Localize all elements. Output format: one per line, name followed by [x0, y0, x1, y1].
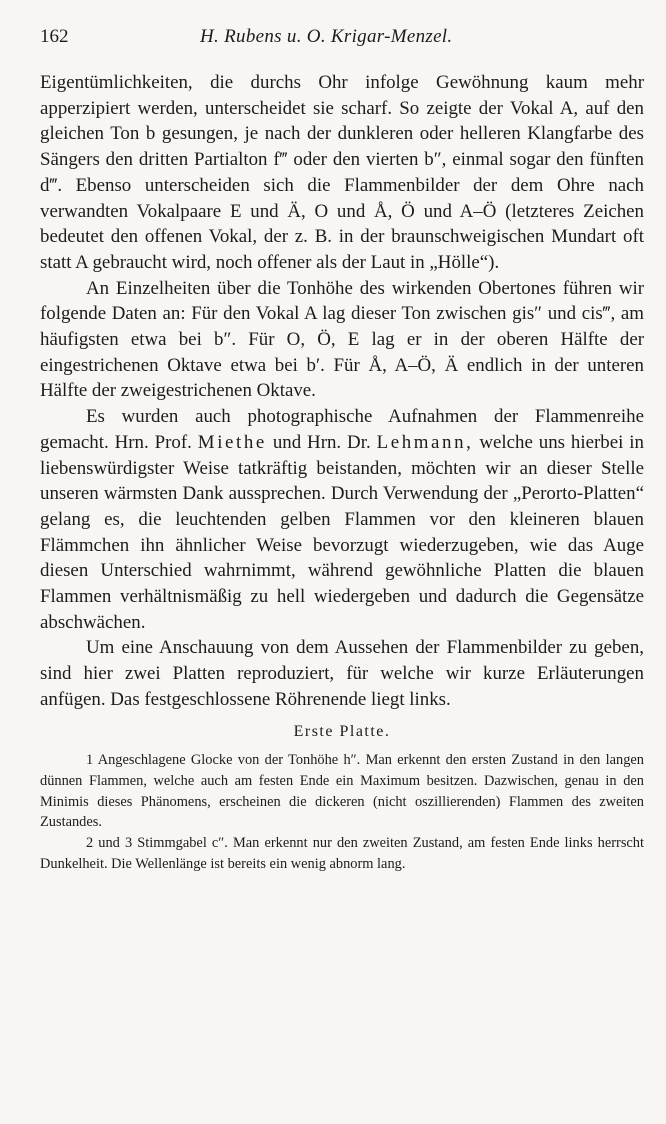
page-header: [40, 26, 642, 52]
page-number: 162: [40, 26, 69, 47]
paragraph-3: [40, 404, 644, 635]
paragraph-3-before: Es wurden auch photographische Aufnahmen der Flammenreihe gemacht. Hrn. Prof.: [40, 406, 644, 453]
paragraph-3-after: welche uns hierbei in liebenswürdigster Weise tatkräftig beistanden, möchten wir an dieser Stelle unseren wärmsten Dank aussprechen. Durch Verwendung der „Perorto-Platten“ gelang es, die leuchtenden gelben Flammen vor den kleineren blauen Flämmchen ihn ähnlicher Weise bevorzugt wiederzugeben, wie das Auge diesen Unterschied wahrnimmt, während gewöhnliche Platten die blauen Flammen verhältnismäßig zu hell wiedergeben und dadurch die Gegensätze abschwächen.: [40, 431, 644, 633]
plate-notes: [40, 750, 644, 874]
paragraph-1: Eigentümlichkeiten, die durchs Ohr infolge Gewöhnung kaum mehr apperzipiert werden, unterscheidet sie scharf. So zeigte der Vokal A, auf den gleichen Ton b gesungen, je nach der dunkleren oder helleren Klangfarbe des Sängers den dritten Partialton f‴ oder den vierten b″, einmal sogar den fünften d‴. Ebenso unterscheiden sich die Flammenbilder der dem Ohre nach verwandten Vokalpaare E und Ä, O und Å, Ö und A–Ö (letzteres Zeichen bedeutet den offenen Vokal, der z. B. in der braunschweigischen Mundart oft statt A gebraucht wird, noch offener als der Laut in „Hölle“).: [40, 72, 644, 273]
section-title: Erste Platte.: [293, 722, 391, 740]
paragraph-4: Um eine Anschauung von dem Aussehen der Flammenbilder zu geben, sind hier zwei Platten reproduziert, für welche wir kurze Erläuterungen anfügen. Das festgeschlossene Röhrenende liegt links.: [40, 637, 644, 710]
paragraph-3-middle: und Hrn. Dr.: [272, 431, 371, 453]
body-text: [40, 70, 644, 875]
running-head: H. Rubens u. O. Krigar-Menzel.: [200, 26, 453, 47]
plate-note-1: 1 Angeschlagene Glocke von der Tonhöhe h″. Man erkennt den ersten Zustand in den langen dünnen Flammen, welche auch am festen Ende ein Maximum besitzen. Dazwischen, genau in den Minimis dieses Phänomens, erscheinen die dickeren (nicht oszillierenden) Flammen des zweiten Zustandes.: [40, 752, 644, 831]
name-miethe: Miethe: [197, 431, 267, 453]
plate-note-2: 2 und 3 Stimmgabel c″. Man erkennt nur den zweiten Zustand, am festen Ende links herrscht Dunkelheit. Die Wellenlänge ist bereits ein wenig abnorm lang.: [40, 835, 644, 872]
paragraph-2: An Einzelheiten über die Tonhöhe des wirkenden Obertones führen wir folgende Daten an: Für den Vokal A lag dieser Ton zwischen gis″ und cis‴, am häufigsten etwa bei b″. Für O, Ö, E lag er in der oberen Hälfte der eingestrichenen Oktave etwa bei b′. Für Å, A–Ö, Ä endlich in der unteren Hälfte der zweigestrichenen Oktave.: [40, 277, 644, 402]
name-lehmann: Lehmann,: [376, 431, 474, 453]
